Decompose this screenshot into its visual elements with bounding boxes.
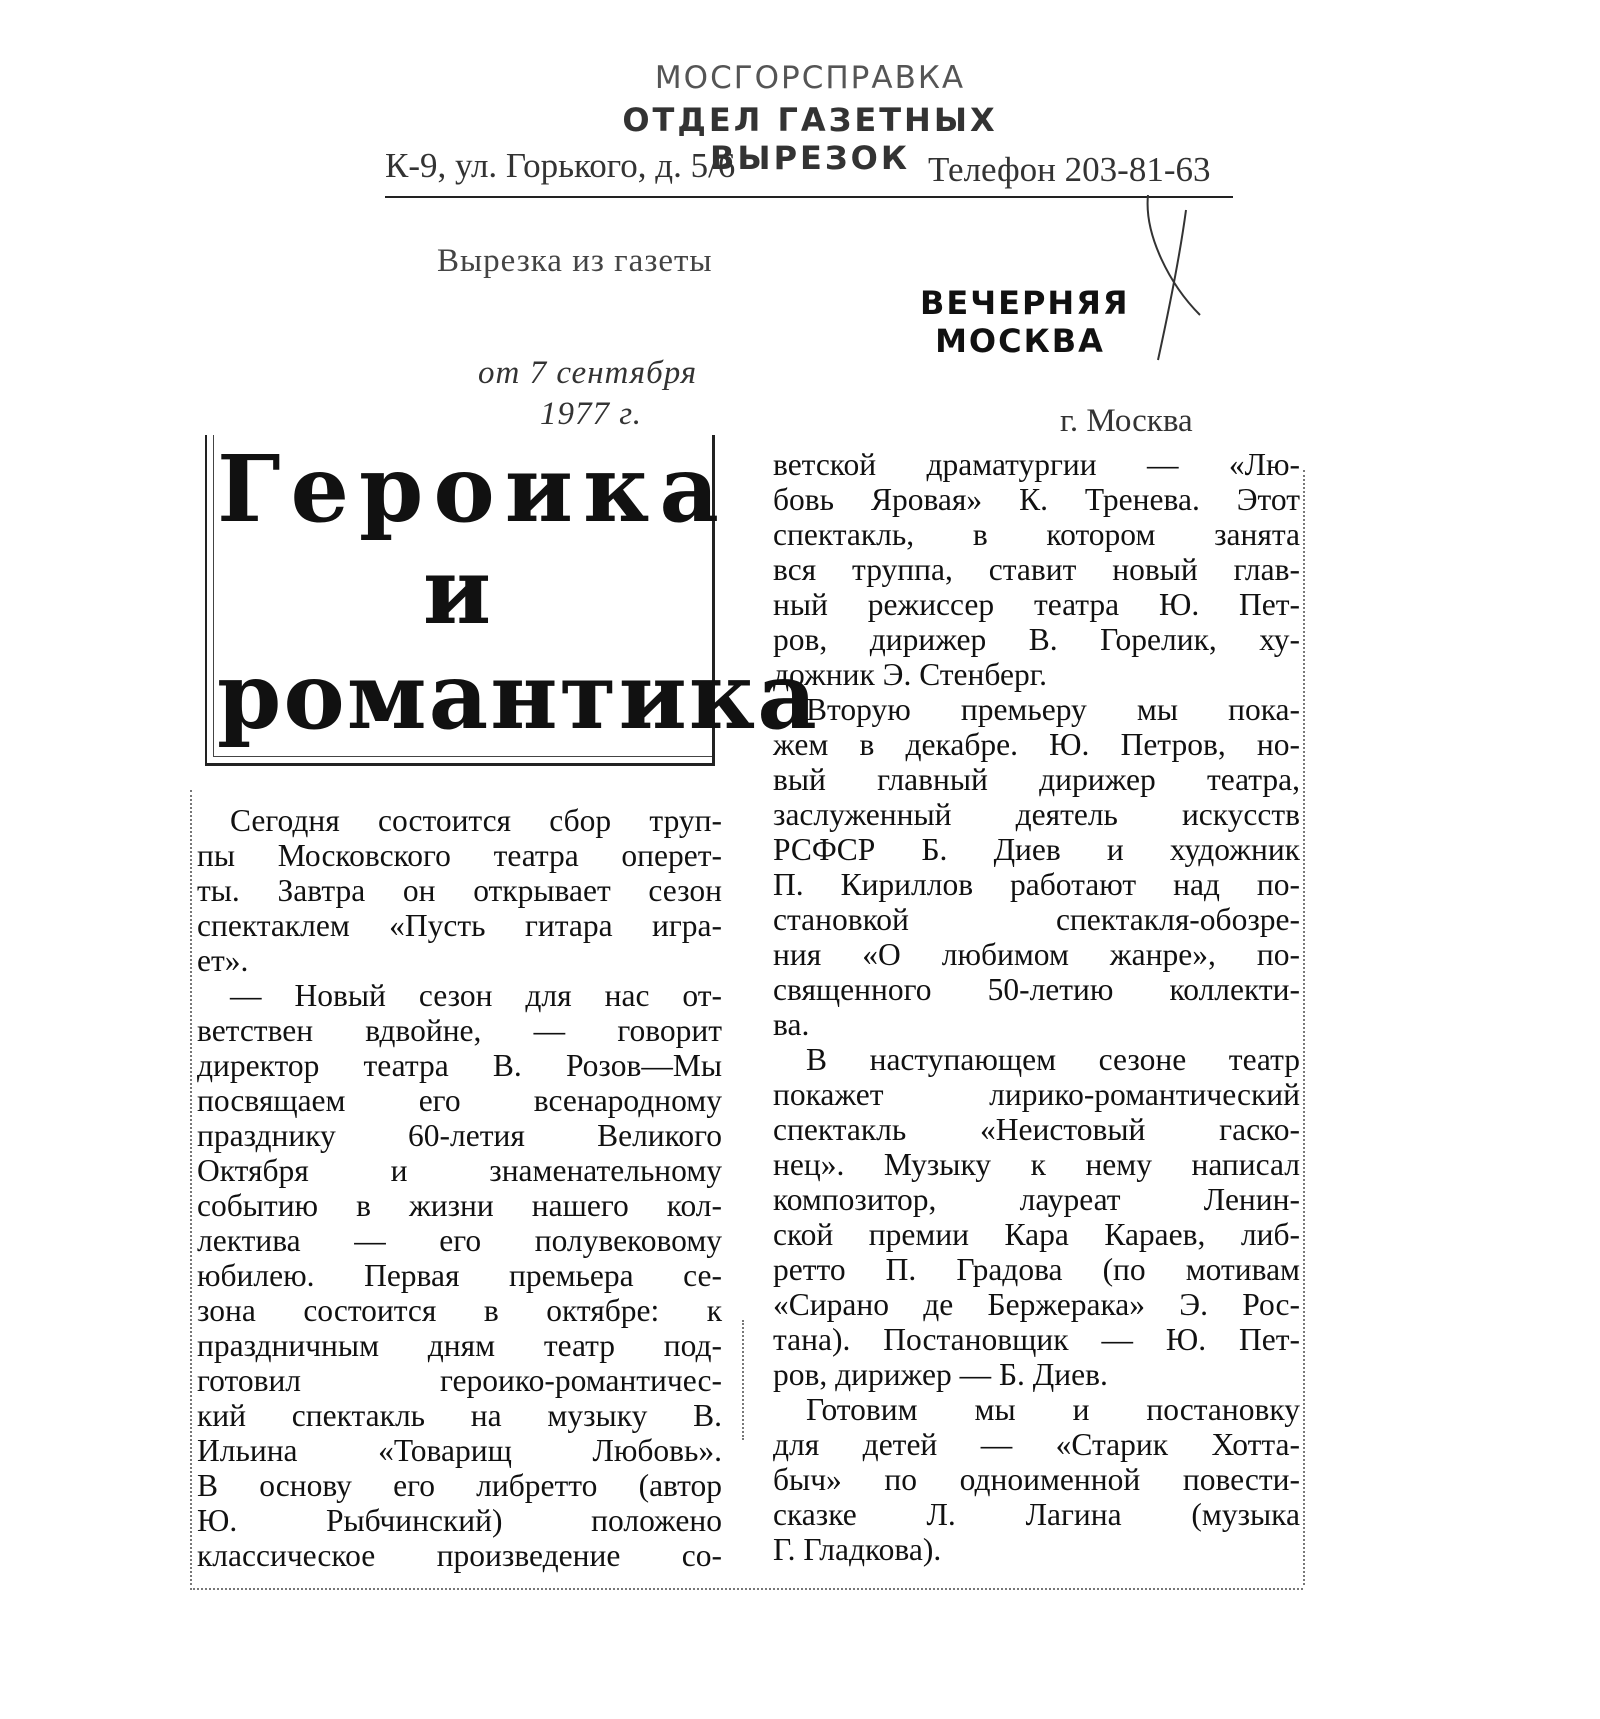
text-line: В наступающем сезоне театр: [806, 1042, 1300, 1077]
text-line: для детей — «Старик Хотта-: [773, 1427, 1300, 1462]
text-line: ветствен вдвойне, — говорит: [197, 1013, 722, 1048]
text-line: бовь Яровая» К. Тренева. Этот: [773, 482, 1300, 517]
article-right-column: [773, 447, 1300, 1567]
text-line: В основу его либретто (автор: [197, 1468, 722, 1503]
text-line: лектива — его полувековому: [197, 1223, 722, 1258]
text-line: Сегодня состоится сбор труп-: [230, 803, 722, 838]
newspaper-name-line2: МОСКВА: [935, 322, 1105, 360]
text-line: становкой спектакля-обозре-: [773, 902, 1300, 937]
clipping-label: Вырезка из газеты: [437, 243, 713, 279]
text-line: Вторую премьеру мы пока-: [806, 692, 1300, 727]
text-line: ет».: [197, 943, 249, 978]
text-line: покажет лирико-романтический: [773, 1077, 1300, 1112]
text-line: юбилею. Первая премьера се-: [197, 1258, 722, 1293]
text-line: быч» по одноименной повести-: [773, 1462, 1300, 1497]
text-line: ты. Завтра он открывает сезон: [197, 873, 722, 908]
text-line: празднику 60-летия Великого: [197, 1118, 722, 1153]
text-line: Готовим мы и постановку: [806, 1392, 1300, 1427]
text-line: ров, дирижер В. Горелик, ху-: [773, 622, 1300, 657]
text-line: РСФСР Б. Диев и художник: [773, 832, 1300, 867]
text-line: Г. Гладкова).: [773, 1532, 942, 1567]
text-line: Октября и знаменательному: [197, 1153, 722, 1188]
text-line: заслуженный деятель искусств: [773, 797, 1300, 832]
text-line: ный режиссер театра Ю. Пет-: [773, 587, 1300, 622]
handwritten-mark: [1140, 195, 1210, 365]
text-line: спектакль «Неистовый гаско-: [773, 1112, 1300, 1147]
text-line: — Новый сезон для нас от-: [230, 978, 722, 1013]
text-line: пы Московского театра оперет-: [197, 838, 722, 873]
text-line: ния «О любимом жанре», по-: [773, 937, 1300, 972]
text-line: композитор, лауреат Ленин-: [773, 1182, 1300, 1217]
text-line: тана). Постановщик — Ю. Пет-: [773, 1322, 1300, 1357]
stamp-underline: [385, 196, 1233, 198]
newspaper-name-line1: ВЕЧЕРНЯЯ: [920, 284, 1130, 322]
text-line: нец». Музыку к нему написал: [773, 1147, 1300, 1182]
text-line: событию в жизни нашего кол-: [197, 1188, 722, 1223]
text-line: спектакль, в котором занята: [773, 517, 1300, 552]
text-line: ров, дирижер — Б. Диев.: [773, 1357, 1108, 1392]
text-line: сказке Л. Лагина (музыка: [773, 1497, 1300, 1532]
text-line: Ильина «Товарищ Любовь».: [197, 1433, 722, 1468]
text-line: посвящаем его всенародному: [197, 1083, 722, 1118]
stamp-address: К-9, ул. Горького, д. 5/6: [385, 146, 736, 185]
stamp-org: МОСГОРСПРАВКА: [654, 60, 966, 96]
text-line: кий спектакль на музыку В.: [197, 1398, 722, 1433]
clipping-date-line1: от 7 сентября: [478, 355, 698, 391]
clip-edge-left: [190, 790, 192, 1585]
headline-line1: Героика: [217, 435, 730, 543]
text-line: готовил героико-романтичес-: [197, 1363, 722, 1398]
clip-edge-bottom: [190, 1588, 1303, 1590]
text-line: дожник Э. Стенберг.: [773, 657, 1047, 692]
text-line: директор театра В. Розов—Мы: [197, 1048, 722, 1083]
article-left-column: [197, 803, 722, 1573]
stamp-phone: Телефон 203-81-63: [928, 150, 1211, 189]
text-line: классическое произведение со-: [197, 1538, 722, 1573]
text-line: вся труппа, ставит новый глав-: [773, 552, 1300, 587]
text-line: ветской драматургии — «Лю-: [773, 447, 1300, 482]
text-line: Ю. Рыбчинский) положено: [197, 1503, 722, 1538]
clipping-date-line2: 1977 г.: [540, 396, 642, 432]
stamp-department: ОТДЕЛ ГАЗЕТНЫХ ВЫРЕЗОК: [622, 101, 998, 177]
text-line: «Сирано де Бержерака» Э. Рос-: [773, 1287, 1300, 1322]
text-line: вый главный дирижер театра,: [773, 762, 1300, 797]
text-line: спектаклем «Пусть гитара игра-: [197, 908, 722, 943]
text-line: П. Кириллов работают над по-: [773, 867, 1300, 902]
headline-line2: и: [422, 537, 492, 645]
text-line: священного 50-летию коллекти-: [773, 972, 1300, 1007]
clip-edge-middle: [742, 1320, 744, 1440]
clip-edge-right: [1303, 470, 1305, 1585]
text-line: жем в декабре. Ю. Петров, но-: [773, 727, 1300, 762]
headline-line3: романтика: [217, 642, 819, 750]
clipping-city: г. Москва: [1060, 403, 1193, 439]
text-line: праздничным дням театр под-: [197, 1328, 722, 1363]
text-line: ва.: [773, 1007, 810, 1042]
headline-box: [205, 435, 819, 766]
text-line: ской премии Кара Караев, либ-: [773, 1217, 1300, 1252]
text-line: ретто П. Градова (по мотивам: [773, 1252, 1300, 1287]
text-line: зона состоится в октябре: к: [197, 1293, 722, 1328]
